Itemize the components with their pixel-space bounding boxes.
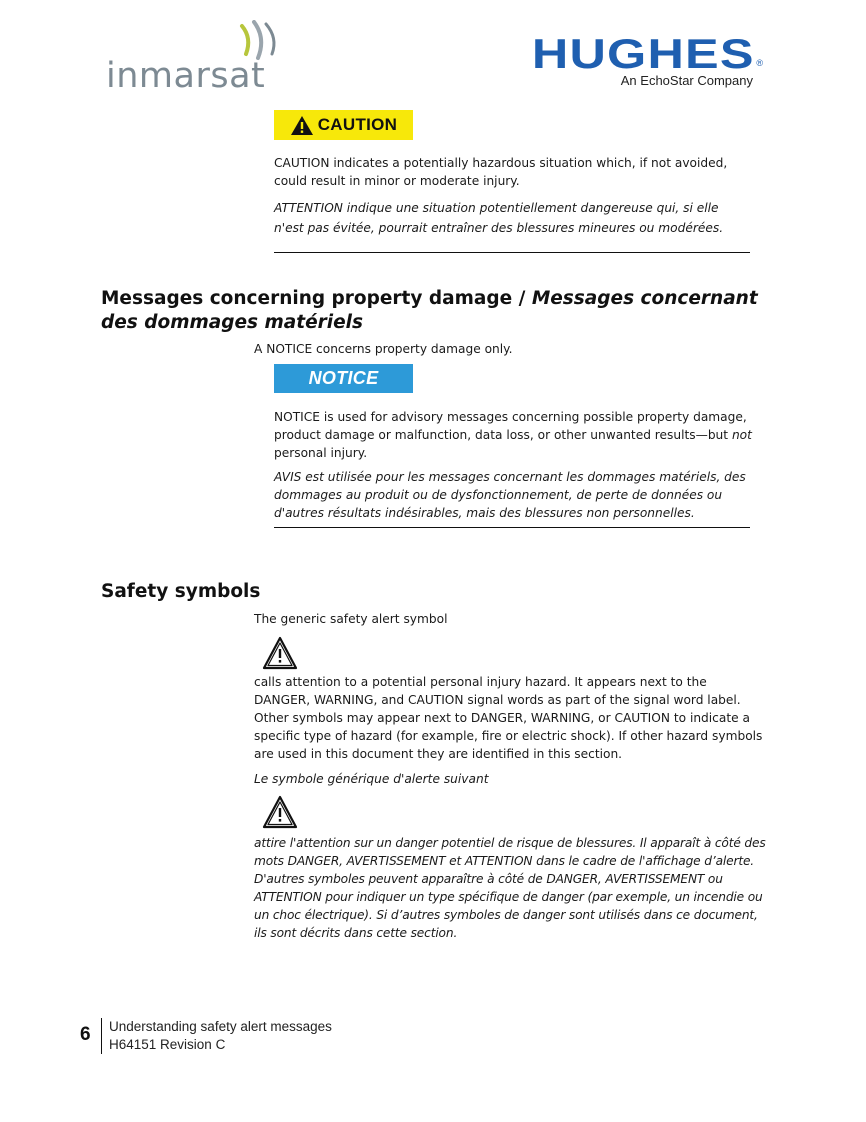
heading-en: Messages concerning property damage / [101, 288, 526, 309]
inmarsat-wordmark: inmarsat [106, 56, 266, 96]
registered-mark: ® [756, 58, 763, 68]
property-damage-heading [101, 287, 761, 335]
footer-title: Understanding safety alert messages [109, 1019, 332, 1034]
page-number: 6 [80, 1024, 91, 1045]
hughes-wordmark: HUGHES [532, 30, 755, 77]
notice-divider [274, 527, 750, 528]
safety-symbols-heading: Safety symbols [101, 581, 261, 602]
caution-label-text: CAUTION [317, 115, 398, 134]
notice-text-fr: AVIS est utilisée pour les messages concernant les dommages matériels, des dommages au produit ou de dysfonctionnement, de perte de données ou d'autres résultats indésirables, mais des blessures non personnelles. [274, 470, 746, 520]
notice-text-en-not: not [731, 428, 752, 442]
safety-body-fr: attire l'attention sur un danger potentiel de risque de blessures. Il apparaît à côté des mots DANGER, AVERTISSEMENT et ATTENTION dans le cadre de l'affichage d’alerte. D'autres symboles peuvent apparaître à côté de DANGER, AVERTISSEMENT ou ATTENTION pour indiquer un type spécifique de danger (par exemple, un incendie ou un choc électrique). Si d’autres symboles de danger sont utilisés dans ce document, ils sont décrits dans cette section. [254, 836, 766, 940]
footer-revision: H64151 Revision C [109, 1037, 226, 1052]
inmarsat-logo [104, 20, 294, 95]
footer-divider [101, 1018, 102, 1054]
safety-intro-fr: Le symbole générique d'alerte suivant [254, 772, 489, 786]
footer-text [109, 1018, 332, 1054]
warning-triangle-icon [290, 115, 314, 136]
notice-text-en-part1: NOTICE is used for advisory messages concerning possible property damage, product damage or malfunction, data loss, or other unwanted results—but [274, 410, 747, 442]
notice-intro: A NOTICE concerns property damage only. [254, 342, 513, 356]
caution-divider [274, 252, 750, 253]
hughes-tagline: An EchoStar Company [620, 73, 753, 88]
caution-text-en: CAUTION indicates a potentially hazardous situation which, if not avoided, could result in minor or moderate injury. [274, 156, 728, 188]
notice-text-en [274, 408, 756, 462]
safety-body-en: calls attention to a potential personal injury hazard. It appears next to the DANGER, WARNING, and CAUTION signal words as part of the signal word label. Other symbols may appear next to DANGER, WARNING, or CAUTION to indicate a specific type of hazard (for example, fire or electric shock). If other hazard symbols are used in this document they are identified in this section. [254, 675, 763, 761]
safety-alert-icon-fr [262, 795, 298, 829]
caution-label [274, 110, 413, 140]
heading-fr: Messages concernant des dommages matériels [101, 288, 758, 333]
notice-label-text: NOTICE [308, 368, 379, 388]
safety-intro-en: The generic safety alert symbol [254, 612, 448, 626]
notice-text-en-part2: personal injury. [274, 446, 368, 460]
safety-alert-icon [262, 636, 298, 670]
caution-text-fr: ATTENTION indique une situation potentiellement dangereuse qui, si elle n'est pas évitée, pourrait entraîner des blessures mineures ou modérées. [274, 201, 724, 235]
notice-label [274, 364, 413, 393]
hughes-logo [532, 30, 763, 92]
